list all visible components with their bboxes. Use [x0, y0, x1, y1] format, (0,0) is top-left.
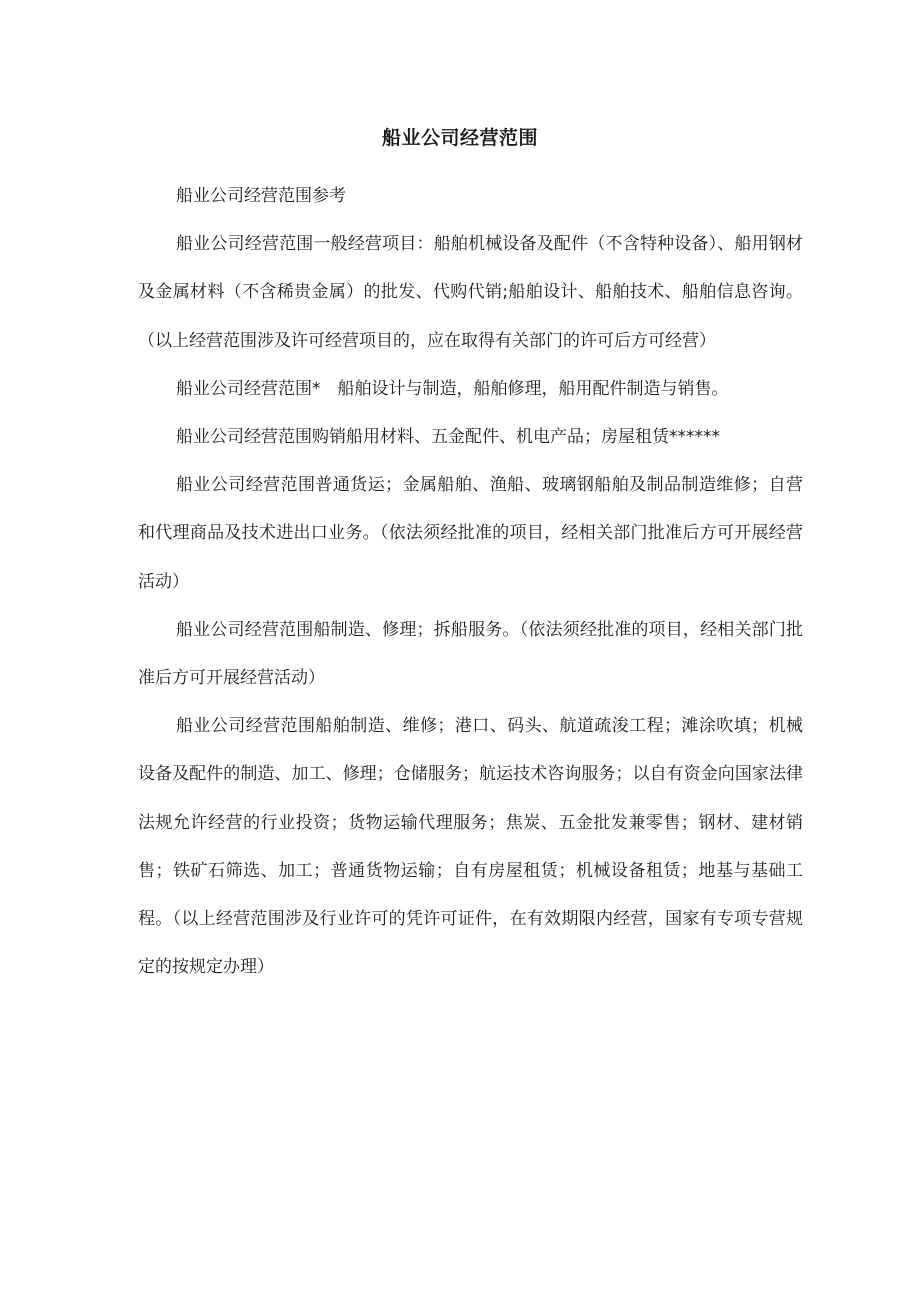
paragraph-shipbuilding: 船业公司经营范围船舶制造、维修；港口、码头、航道疏浚工程；滩涂吹填；机械设备及配件的制造、加工、修理；仓储服务；航运技术咨询服务；以自有资金向国家法律法规允许经营的行业投资；货物运输代理服务；焦炭、五金批发兼零售；钢材、建材销售；铁矿石筛选、加工；普通货物运输；自有房屋租赁；机械设备租赁；地基与基础工程。（以上经营范围涉及行业许可的凭许可证件，在有效期限内经营，国家有专项专营规定的按规定办理） [138, 716, 803, 978]
document-body [138, 172, 803, 991]
paragraph-purchase-sales: 船业公司经营范围购销船用材料、五金配件、机电产品；房屋租赁****** [176, 427, 720, 448]
paragraph-shipbreaking: 船业公司经营范围船制造、修理；拆船服务。（依法须经批准的项目，经相关部门批准后方可开展经营活动） [138, 619, 803, 689]
paragraph-ship-design: 船业公司经营范围* 船舶设计与制造，船舶修理，船用配件制造与销售。 [176, 378, 729, 399]
page-title: 船业公司经营范围 [381, 127, 538, 149]
paragraph-general-scope: 船业公司经营范围一般经营项目：船舶机械设备及配件（不含特种设备）、船用钢材及金属材料（不含稀贵金属）的批发、代购代销;船舶设计、船舶技术、船舶信息咨询。（以上经营范围涉及许可经营项目的，应在取得有关部门的许可后方可经营） [138, 234, 803, 351]
paragraph-freight: 船业公司经营范围普通货运；金属船舶、渔船、玻璃钢船舶及制品制造维修；自营和代理商品及技术进出口业务。（依法须经批准的项目，经相关部门批准后方可开展经营活动） [138, 475, 803, 592]
paragraph-reference: 船业公司经营范围参考 [176, 186, 346, 206]
